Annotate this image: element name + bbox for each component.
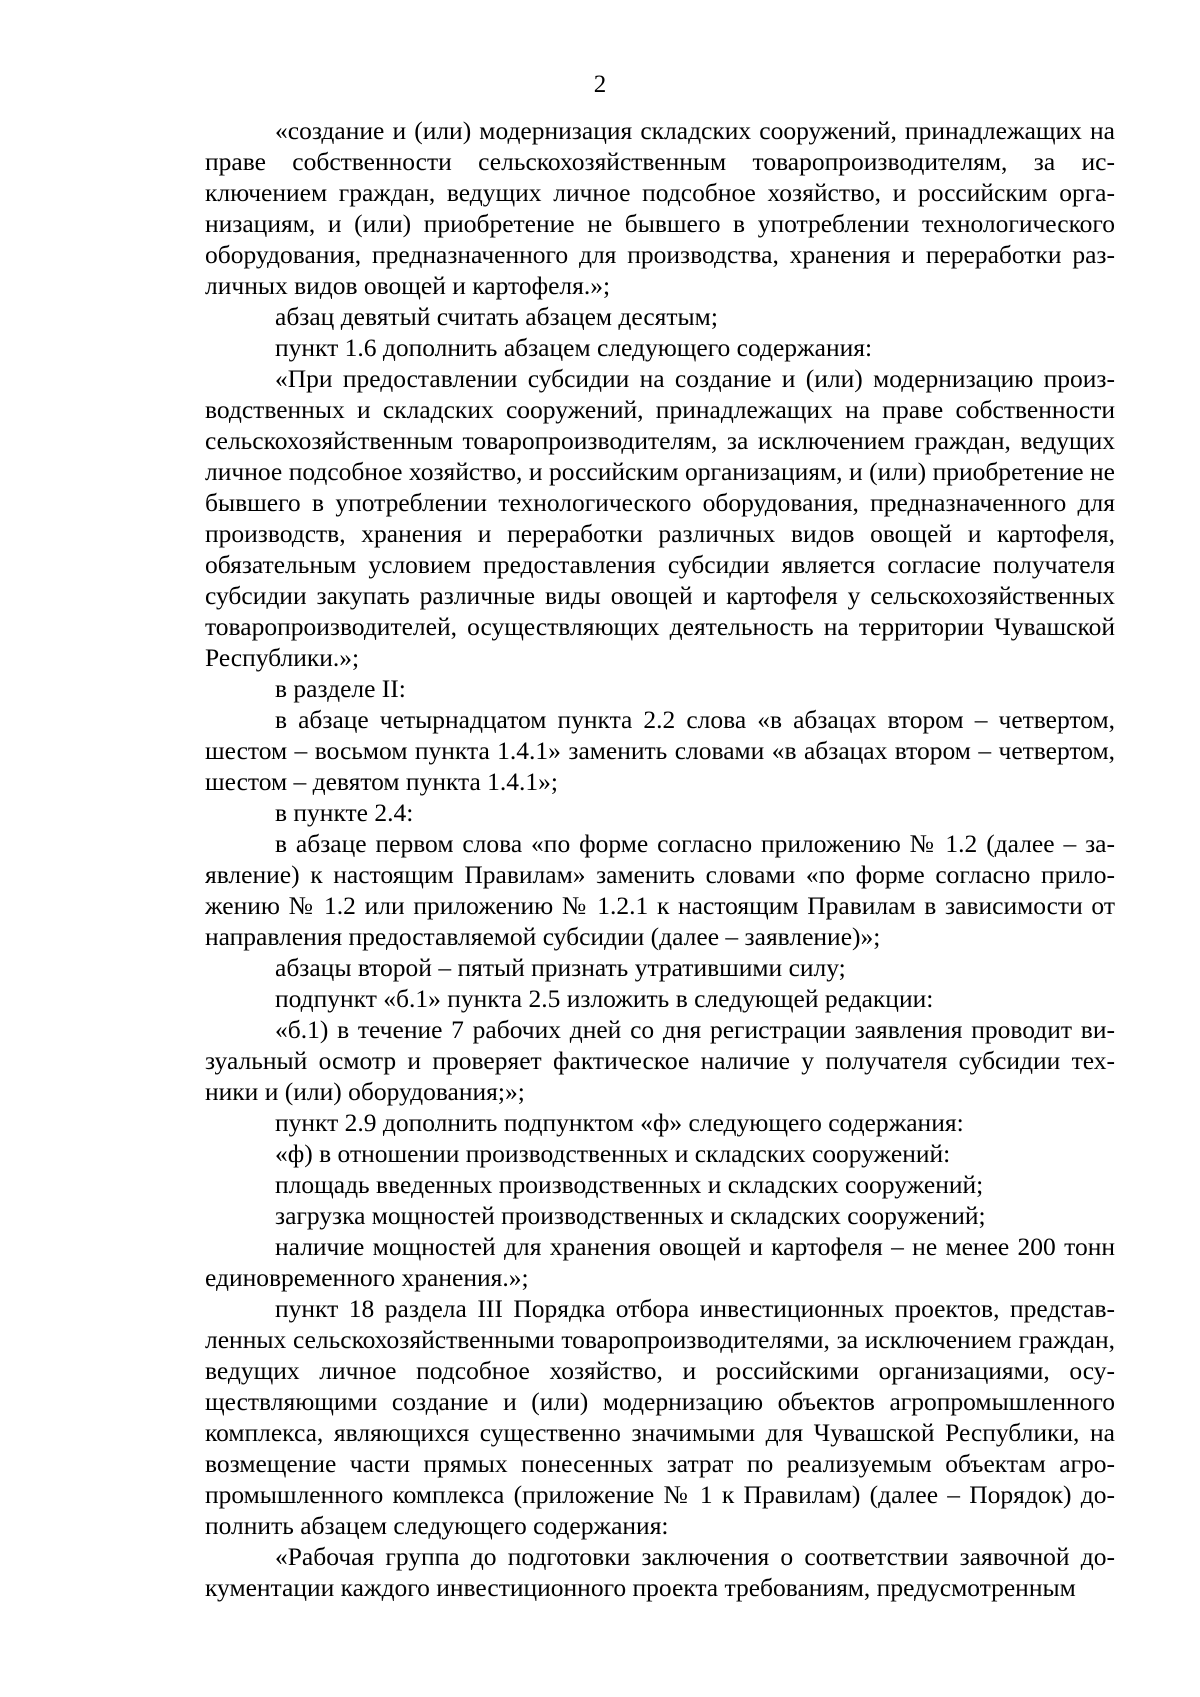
paragraph-13: «ф) в отношении производственных и складских сооружений: bbox=[275, 1139, 951, 1168]
page-number: 2 bbox=[593, 71, 607, 98]
paragraph-16: наличие мощностей для хранения овощей и картофеля – не менее 200 тонн единовременного хранения.»; bbox=[205, 1232, 1115, 1292]
paragraph-3: пункт 1.6 дополнить абзацем следующего содержания: bbox=[275, 333, 873, 362]
paragraph-9: абзацы второй – пятый признать утратившими силу; bbox=[275, 953, 846, 982]
paragraph-7: в пункте 2.4: bbox=[275, 798, 414, 827]
paragraph-1: «создание и (или) модернизация складских сооружений, принадлежащих на праве собственности сельскохозяйственным товаропроизводителям, за исключением граждан, ведущих личное подсобное хозяйство, и российским организациям, и (или) приобретение не бывшего в употреблении технологического оборудования, предназначенного для производства, хранения и переработки различных видов овощей и картофеля.»; bbox=[205, 116, 1115, 300]
paragraph-2: абзац девятый считать абзацем десятым; bbox=[275, 302, 718, 331]
paragraph-18: «Рабочая группа до подготовки заключения о соответствии заявочной документации каждого инвестиционного проекта требованиям, предусмотренным bbox=[205, 1542, 1115, 1602]
paragraph-17: пункт 18 раздела III Порядка отбора инвестиционных проектов, представленных сельскохозяйственными товаропроизводителями, за исключением граждан, ведущих личное подсобное хозяйство, и российскими организациями, осуществляющими создание и (или) модернизацию объектов агропромышленного комплекса, являющихся существенно значимыми для Чувашской Республики, на возмещение части прямых понесенных затрат по реализуемым объектам агропромышленного комплекса (приложение № 1 к Правилам) (далее – Порядок) дополнить абзацем следующего содержания: bbox=[205, 1294, 1115, 1540]
paragraph-15: загрузка мощностей производственных и складских сооружений; bbox=[275, 1201, 986, 1230]
paragraph-6: в абзаце четырнадцатом пункта 2.2 слова «в абзацах втором – четвертом, шестом – восьмом пункта 1.4.1» заменить словами «в абзацах втором – четвертом, шестом – девятом пункта 1.4.1»; bbox=[205, 705, 1115, 796]
paragraph-5: в разделе II: bbox=[275, 674, 406, 703]
paragraph-11: «б.1) в течение 7 рабочих дней со дня регистрации заявления проводит визуальный осмотр и проверяет фактическое наличие у получателя субсидии техники и (или) оборудования;»; bbox=[205, 1015, 1115, 1106]
paragraph-12: пункт 2.9 дополнить подпунктом «ф» следующего содержания: bbox=[275, 1108, 964, 1137]
document-body bbox=[205, 115, 1115, 1603]
paragraph-4: «При предоставлении субсидии на создание и (или) модернизацию производственных и складских сооружений, принадлежащих на праве собственности сельскохозяйственным товаропроизводителям, за исключением граждан, ведущих личное подсобное хозяйство, и российским организациям, и (или) приобретение не бывшего в употреблении технологического оборудования, предназначенного для производств, хранения и переработки различных видов овощей и картофеля, обязательным условием предоставления субсидии является согласие получателя субсидии закупать различные виды овощей и картофеля у сельскохозяйственных товаропроизводителей, осуществляющих деятельность на территории Чувашской Республики.»; bbox=[205, 364, 1115, 672]
paragraph-8: в абзаце первом слова «по форме согласно приложению № 1.2 (далее – заявление) к настоящим Правилам» заменить словами «по форме согласно приложению № 1.2 или приложению № 1.2.1 к настоящим Правилам в зависимости от направления предоставляемой субсидии (далее – заявление)»; bbox=[205, 829, 1115, 951]
paragraph-14: площадь введенных производственных и складских сооружений; bbox=[275, 1170, 984, 1199]
paragraph-10: подпункт «б.1» пункта 2.5 изложить в следующей редакции: bbox=[275, 984, 934, 1013]
